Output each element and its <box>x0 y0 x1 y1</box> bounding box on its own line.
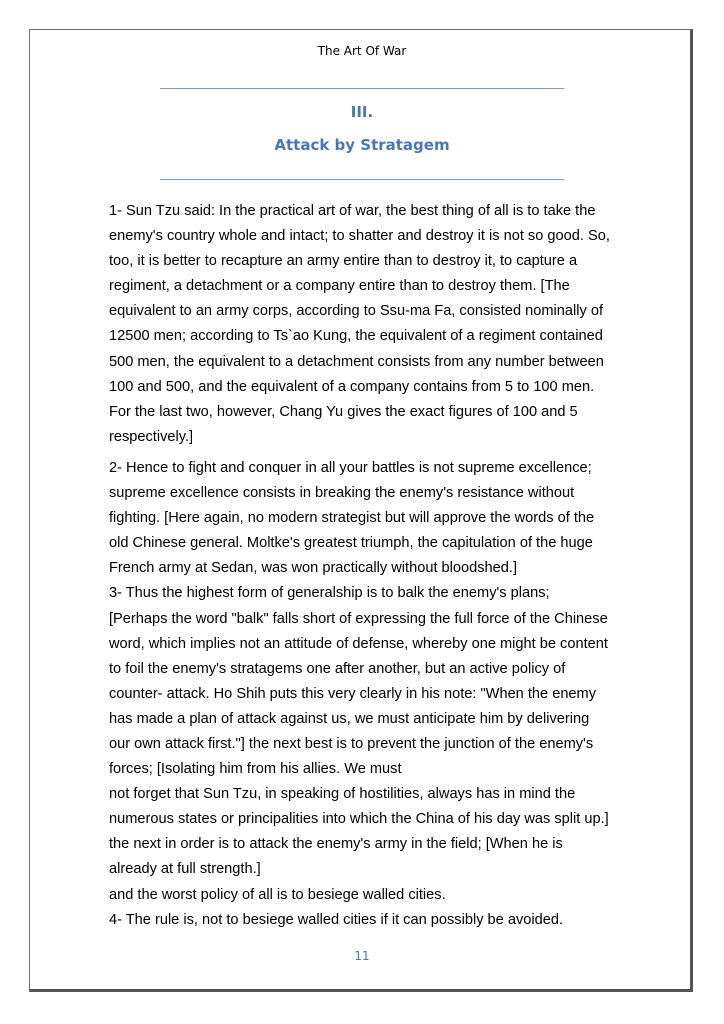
text-line: old Chinese general. Moltke's greatest triumph, the capitulation of the huge <box>109 535 593 552</box>
text-line: equivalent to an army corps, according to Ssu-ma Fa, consisted nominally of <box>109 303 603 320</box>
text-line: 1- Sun Tzu said: In the practical art of war, the best thing of all is to take the <box>109 203 596 219</box>
text-line: 2- Hence to fight and conquer in all your battles is not supreme excellence; <box>109 459 592 476</box>
chapter-number: III. <box>350 103 374 121</box>
text-line: counter- attack. Ho Shih puts this very clearly in his note: "When the enemy <box>109 685 597 702</box>
text-line: word, which implies not an attitude of defense, whereby one might be content <box>109 635 608 652</box>
text-line: regiment, a detachment or a company entire than to destroy them. [The <box>109 278 570 295</box>
page-number: 11 <box>354 949 370 963</box>
title-rule-bottom <box>160 179 564 180</box>
text-line: [Perhaps the word "balk" falls short of expressing the full force of the Chinese <box>109 610 608 627</box>
text-line: our own attack first."] the next best is to prevent the junction of the enemy's <box>109 735 594 752</box>
text-line: French army at Sedan, was won practically without bloodshed.] <box>109 560 518 577</box>
text-line: 3- Thus the highest form of generalship is to balk the enemy's plans; <box>109 585 550 602</box>
text-line: enemy's country whole and intact; to shatter and destroy it is not so good. So, <box>109 228 610 245</box>
text-line: the next in order is to attack the enemy's army in the field; [When he is <box>109 836 563 853</box>
paragraph <box>109 456 614 933</box>
title-rule-top <box>160 88 564 89</box>
text-line: supreme excellence consists in breaking the enemy's resistance without <box>109 485 575 502</box>
text-line: already at full strength.] <box>109 861 261 878</box>
running-header: The Art Of War <box>317 44 407 58</box>
text-line: has made a plan of attack against us, we must anticipate him by delivering <box>109 710 590 727</box>
paragraph <box>109 199 614 450</box>
text-line: forces; [Isolating him from his allies. We must <box>109 761 402 778</box>
text-line: too, it is better to recapture an army entire than to destroy it, to capture a <box>109 253 578 270</box>
text-line: and the worst policy of all is to besiege walled cities. <box>109 886 446 903</box>
text-line: to foil the enemy's stratagems one after another, but an active policy of <box>109 660 566 677</box>
body-text <box>109 199 614 933</box>
text-line: 4- The rule is, not to besiege walled cities if it can possibly be avoided. <box>109 911 564 928</box>
text-line: 500 men, the equivalent to a detachment consists from any number between <box>109 353 604 370</box>
text-line: respectively.] <box>109 428 194 445</box>
text-line: 100 and 500, and the equivalent of a company contains from 5 to 100 men. <box>109 378 595 395</box>
text-line: fighting. [Here again, no modern strategist but will approve the words of the <box>109 510 595 527</box>
text-line: 12500 men; according to Ts`ao Kung, the equivalent of a regiment contained <box>109 328 603 345</box>
text-line: numerous states or principalities into which the China of his day was split up.] <box>109 811 609 828</box>
text-line: For the last two, however, Chang Yu gives the exact figures of 100 and 5 <box>109 403 578 420</box>
chapter-title: Attack by Stratagem <box>274 136 450 154</box>
text-line: not forget that Sun Tzu, in speaking of hostilities, always has in mind the <box>109 786 576 803</box>
